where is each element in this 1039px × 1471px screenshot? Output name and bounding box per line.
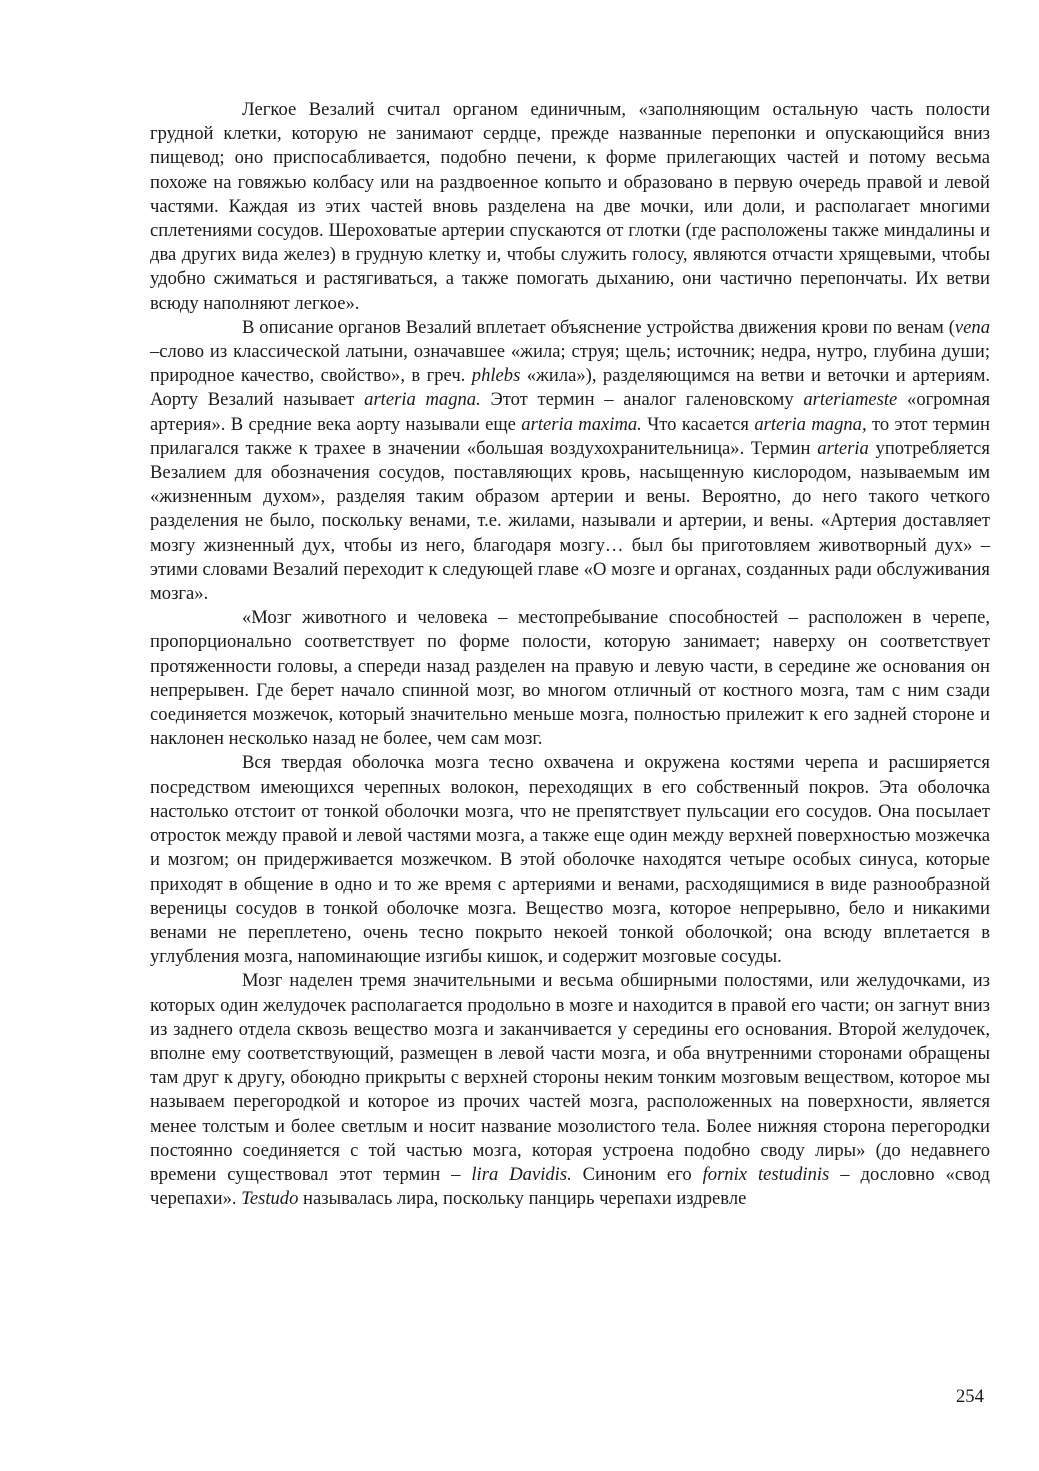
italic-term: arteria maxima. <box>521 413 642 435</box>
text-segment: «огромная артерия». В средние века аорту называли еще <box>150 389 991 435</box>
paragraph-lung <box>150 98 990 316</box>
document-body <box>150 98 990 1211</box>
text-segment: «Мозг животного и человека – местопребывание способностей – расположен в черепе, пропорционально соответствует по форме полости, которую занимает; наверху он соответствует протяженности головы, а спереди назад разделен на правую и левую части, в середине же основания он непрерывен. Где берет начало спинной мозг, во многом отличный от костного мозга, там с ним сзади соединяется мозжечок, который значительно меньше мозга, полностью прилежит к его задней стороне и наклонен несколько назад не более, чем сам мозг. <box>150 607 990 750</box>
italic-term: Testudo <box>241 1188 299 1210</box>
italic-term: vena <box>954 316 990 338</box>
italic-term: arteria magna, <box>754 413 867 435</box>
italic-term: lira Davidis. <box>471 1163 572 1185</box>
text-segment: –слово из классической латыни, означавшее «жила; струя; щель; источник; недра, нутро, глубина души; природное качество, свойство», в греч. <box>150 341 990 387</box>
italic-term: arteriameste <box>803 389 898 411</box>
paragraph-veins-arteries <box>150 316 990 606</box>
text-segment: Синоним его <box>571 1163 703 1185</box>
paragraph-ventricles <box>150 969 990 1211</box>
text-segment: В описание органов Везалий вплетает объяснение устройства движения крови по венам ( <box>242 316 955 338</box>
text-segment: Что касается <box>641 413 755 435</box>
text-segment: Вся твердая оболочка мозга тесно охвачена и окружена костями черепа и расширяется посредством имеющихся черепных волокон, переходящих в его собственный покров. Эта оболочка настолько отстоит от тонкой оболочки мозга, что не препятствует пульсации его сосудов. Она посылает отросток между правой и левой частями мозга, а также еще один между верхней поверхностью мозжечка и мозгом; он придерживается мозжечком. В этой оболочке находятся четыре особых синуса, которые приходят в общение в одно и то же время с артериями и венами, расходящимися в виде разнообразной вереницы сосудов в тонкой оболочке мозга. Вещество мозга, которое непрерывно, бело и никакими венами не переплетено, очень тесно покрыто некоей тонкой оболочкой; она всюду вплетается в углубления мозга, напоминающие изгибы кишок, и содержит мозговые сосуды. <box>150 752 990 968</box>
italic-term: arteria <box>817 437 869 459</box>
text-segment: употребляется Везалием для обозначения сосудов, поставляющих кровь, насыщенную кислородом, называемым им «жизненным духом», разделяя таким образом артерии и вены. Вероятно, до него такого четкого разделения не было, поскольку венами, т.е. жилами, называли и артерии, и вены. «Артерия доставляет мозгу жизненный дух, чтобы из него, благодаря мозгу… был бы приготовляем животворный дух» – этими словами Везалий переходит к следующей главе «О мозге и органах, созданных ради обслуживания мозга». <box>150 437 990 605</box>
text-segment: то этот термин прилагался также к трахее в значении «большая воздухохранительница». Термин <box>150 413 990 459</box>
text-segment: Этот термин – аналог галеновскому <box>480 389 804 411</box>
page-number: 254 <box>956 1386 984 1407</box>
italic-term: arteria magna. <box>364 389 481 411</box>
paragraph-dura-mater <box>150 751 990 969</box>
text-segment: называлась лира, поскольку панцирь черепахи издревле <box>298 1188 747 1210</box>
italic-term: fornix testudinis <box>702 1163 830 1185</box>
paragraph-brain-location <box>150 606 990 751</box>
text-segment: «жила»), разделяющимся на ветви и веточки и артериям. Аорту Везалий называет <box>150 365 990 411</box>
text-segment: Легкое Везалий считал органом единичным, «заполняющим остальную часть полости грудной клетки, которую не занимают сердце, прежде названные перепонки и опускающийся вниз пищевод; оно приспосабливается, подобно печени, к форме прилегающих частей и потому весьма похоже на говяжью колбасу или на раздвоенное копыто и образовано в первую очередь правой и левой частями. Каждая из этих частей вновь разделена на две мочки, или доли, и располагает многими сплетениями сосудов. Шероховатые артерии спускаются от глотки (где расположены также миндалины и два других вида желез) в грудную клетку и, чтобы служить голосу, являются отчасти хрящевыми, чтобы удобно сжиматься и растягиваться, а также помогать дыханию, они частично перепончаты. Их ветви всюду наполняют легкое». <box>150 99 990 314</box>
italic-term: phlebs <box>471 365 521 387</box>
text-segment: – дословно «свод черепахи». <box>150 1163 990 1210</box>
text-segment: Мозг наделен тремя значительными и весьма обширными полостями, или желудочками, из которых один желудочек располагается продольно в мозге и находится в правой его части; он загнут вниз из заднего отдела сквозь вещество мозга и заканчивается у середины его основания. Второй желудочек, вполне ему соответствующий, размещен в левой части мозга, и оба внутренними сторонами обращены там друг к другу, обоюдно прикрыты с верхней стороны неким тонким мозговым веществом, которое мы называем перегородкой и которое из прочих частей мозга, расположенных на поверхности, является менее толстым и более светлым и носит название мозолистого тела. Более нижняя сторона перегородки постоянно соединяется с той частью мозга, которая устроена подобно своду лиры» (до недавнего времени существовал этот термин – <box>150 970 990 1185</box>
